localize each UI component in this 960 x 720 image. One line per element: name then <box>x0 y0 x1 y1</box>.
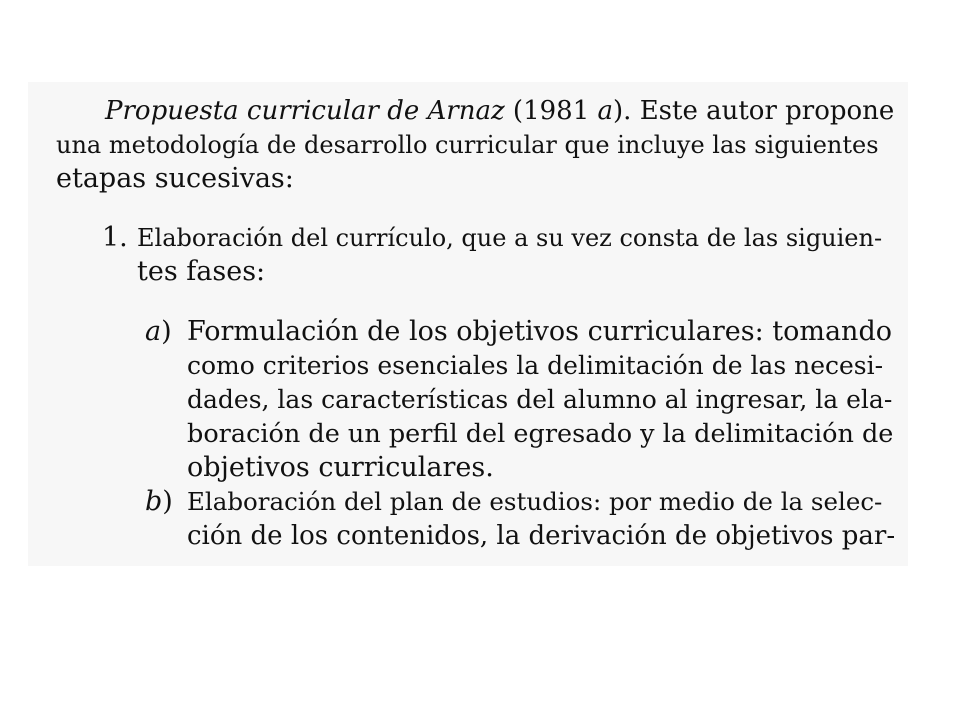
sub-item-b-line-2: ción de los contenidos, la derivación de objetivos par- <box>187 521 896 551</box>
sub-item-a-line-2: como criterios esenciales la delimitación de las necesi- <box>187 351 884 380</box>
item-1-line-2: tes fases: <box>137 256 266 287</box>
sub-item-a-line-5: objetivos curriculares. <box>187 452 494 483</box>
sub-item-a-line-1: Formulación de los objetivos curriculares: tomando <box>187 316 892 347</box>
sub-item-a-marker <box>145 315 172 349</box>
paragraph-title: Propuesta curricular de Arnaz <box>105 96 505 126</box>
paragraph-citation-rest: ). Este autor propone <box>613 96 895 126</box>
paragraph-citation-open: (1981 <box>504 96 598 126</box>
sub-item-a-line-3: dades, las características del alumno al ingresar, la ela- <box>187 385 893 414</box>
item-1-line-1: Elaboración del currículo, que a su vez consta de las siguien- <box>137 224 883 252</box>
paragraph-line-3: etapas sucesivas: <box>56 163 294 194</box>
sub-item-a-line-4: boración de un perfil del egresado y la delimitación de <box>187 419 894 449</box>
sub-item-a-letter: a <box>145 316 162 347</box>
sub-item-b-letter: b <box>145 486 163 517</box>
sub-item-b-marker <box>145 485 173 519</box>
paragraph-line-1 <box>105 94 894 128</box>
sub-item-a-paren: ) <box>161 316 172 347</box>
paragraph-citation-letter: a <box>597 96 614 126</box>
paragraph-line-2: una metodología de desarrollo curricular que incluye las siguientes <box>56 131 879 159</box>
item-1-number: 1. <box>102 222 128 253</box>
sub-item-b-line-1: Elaboración del plan de estudios: por medio de la selec- <box>187 487 883 516</box>
sub-item-b-paren: ) <box>162 486 173 517</box>
